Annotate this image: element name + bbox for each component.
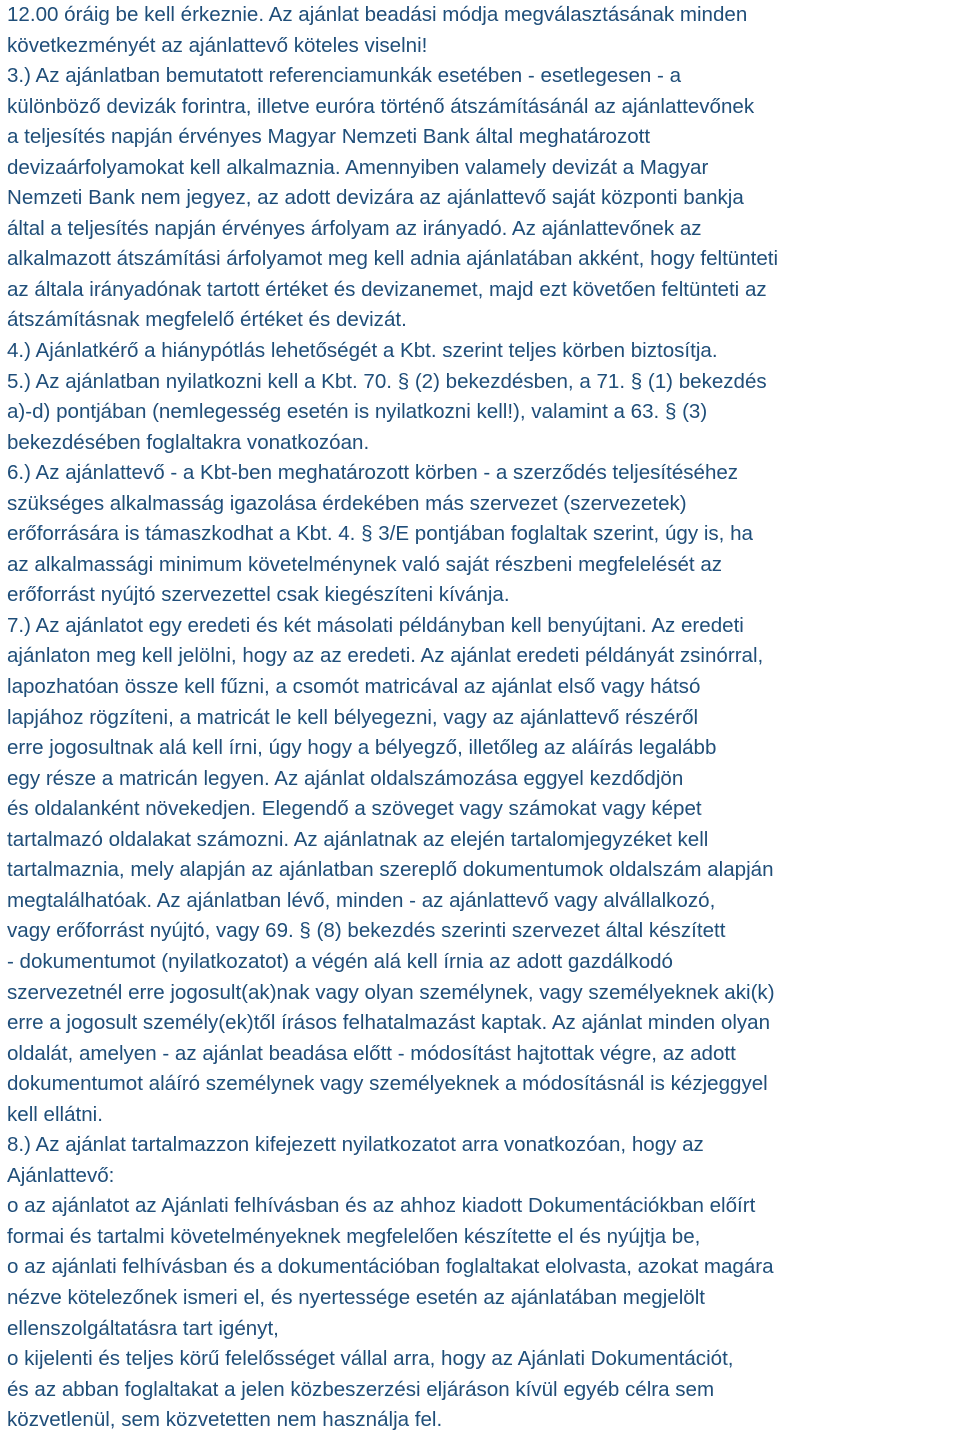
text-line: 6.) Az ajánlattevő - a Kbt-ben meghatározott körben - a szerződés teljesítéséhez: [7, 461, 739, 485]
text-line: ellenszolgáltatásra tart igényt,: [7, 1316, 279, 1340]
text-line: egy része a matricán legyen. Az ajánlat oldalszámozása eggyel kezdődjön: [7, 766, 684, 790]
text-line: o kijelenti és teljes körű felelősséget vállal arra, hogy az Ajánlati Dokumentációt,: [7, 1347, 734, 1371]
text-line: 4.) Ajánlatkérő a hiánypótlás lehetőségét a Kbt. szerint teljes körben biztosítja.: [7, 339, 718, 363]
text-line: az alkalmassági minimum követelménynek való saját részbeni megfelelését az: [7, 552, 723, 576]
text-line: o az ajánlatot az Ajánlati felhívásban és az ahhoz kiadott Dokumentációkban előírt: [7, 1194, 756, 1218]
text-line: Ajánlattevő:: [7, 1163, 115, 1187]
text-line: különböző devizák forintra, illetve euróra történő átszámításánál az ajánlattevőnek: [7, 94, 755, 118]
text-line: 8.) Az ajánlat tartalmazzon kifejezett nyilatkozatot arra vonatkozóan, hogy az: [7, 1133, 704, 1157]
text-line: az általa irányadónak tartott értéket és devizanemet, majd ezt követően feltünteti az: [7, 277, 767, 301]
text-line: bekezdésében foglaltakra vonatkozóan.: [7, 430, 370, 454]
text-line: erőforrására is támaszkodhat a Kbt. 4. § 3/E pontjában foglaltak szerint, úgy is, ha: [7, 522, 753, 546]
text-line: Nemzeti Bank nem jegyez, az adott devizára az ajánlattevő saját központi bankja: [7, 186, 744, 210]
text-line: oldalát, amelyen - az ajánlat beadása előtt - módosítást hajtottak végre, az adott: [7, 1041, 736, 1065]
text-line: 7.) Az ajánlatot egy eredeti és két másolati példányban kell benyújtani. Az eredeti: [7, 613, 744, 637]
text-line: szükséges alkalmasság igazolása érdekében más szervezet (szervezetek): [7, 491, 687, 515]
text-line: által a teljesítés napján érvényes árfolyam az irányadó. Az ajánlattevőnek az: [7, 216, 702, 240]
text-line: és oldalanként növekedjen. Elegendő a szöveget vagy számokat vagy képet: [7, 797, 702, 821]
text-line: tartalmazó oldalakat számozni. Az ajánlatnak az elején tartalomjegyzéket kell: [7, 827, 709, 851]
text-line: - dokumentumot (nyilatkozatot) a végén alá kell írnia az adott gazdálkodó: [7, 949, 673, 973]
text-line: és az abban foglaltakat a jelen közbeszerzési eljáráson kívül egyéb célra sem: [7, 1377, 715, 1401]
text-line: tartalmaznia, mely alapján az ajánlatban szereplő dokumentumok oldalszám alapján: [7, 858, 774, 882]
text-line: o az ajánlati felhívásban és a dokumentációban foglaltakat elolvasta, azokat magára: [7, 1255, 774, 1279]
text-line: nézve kötelezőnek ismeri el, és nyertessége esetén az ajánlatában megjelölt: [7, 1285, 705, 1309]
text-line: erőforrást nyújtó szervezettel csak kiegészíteni kívánja.: [7, 583, 510, 607]
document-page: [7, 0, 957, 1436]
text-line: szervezetnél erre jogosult(ak)nak vagy olyan személynek, vagy személyeknek aki(k): [7, 980, 775, 1004]
text-line: megtalálhatóak. Az ajánlatban lévő, minden - az ajánlattevő vagy alvállalkozó,: [7, 888, 716, 912]
text-line: formai és tartalmi követelményeknek megfelelően készítette el és nyújtja be,: [7, 1224, 701, 1248]
text-line: dokumentumot aláíró személynek vagy személyeknek a módosításnál is kézjeggyel: [7, 1072, 768, 1096]
text-line: alkalmazott átszámítási árfolyamot meg kell adnia ajánlatában akként, hogy feltünteti: [7, 247, 779, 271]
text-line: vagy erőforrást nyújtó, vagy 69. § (8) bekezdés szerinti szervezet által készített: [7, 919, 726, 943]
text-line: kell ellátni.: [7, 1102, 103, 1126]
text-line: 12.00 óráig be kell érkeznie. Az ajánlat beadási módja megválasztásának minden: [7, 3, 748, 26]
text-line: erre jogosultnak alá kell írni, úgy hogy a bélyegző, illetőleg az aláírás legalább: [7, 736, 717, 760]
text-line: 5.) Az ajánlatban nyilatkozni kell a Kbt. 70. § (2) bekezdésben, a 71. § (1) bekezdés: [7, 369, 767, 393]
text-line: erre a jogosult személy(ek)től írásos felhatalmazást kaptak. Az ajánlat minden olyan: [7, 1011, 771, 1035]
text-line: lapozhatóan össze kell fűzni, a csomót matricával az ajánlat első vagy hátsó: [7, 675, 701, 699]
text-line: átszámításnak megfelelő értéket és devizát.: [7, 308, 407, 332]
text-line: közvetlenül, sem közvetetten nem használja fel.: [7, 1408, 443, 1432]
text-line: a)-d) pontjában (nemlegesség esetén is nyilatkozni kell!), valamint a 63. § (3): [7, 400, 708, 424]
text-line: következményét az ajánlattevő köteles viselni!: [7, 33, 428, 57]
text-line: a teljesítés napján érvényes Magyar Nemzeti Bank által meghatározott: [7, 125, 651, 149]
text-line: 3.) Az ajánlatban bemutatott referenciamunkák esetében - esetlegesen - a: [7, 64, 682, 88]
text-line: lapjához rögzíteni, a matricát le kell bélyegezni, vagy az ajánlattevő részéről: [7, 705, 699, 729]
text-line: devizaárfolyamokat kell alkalmaznia. Amennyiben valamely devizát a Magyar: [7, 155, 709, 179]
text-line: ajánlaton meg kell jelölni, hogy az az eredeti. Az ajánlat eredeti példányát zsinórral,: [7, 644, 764, 668]
